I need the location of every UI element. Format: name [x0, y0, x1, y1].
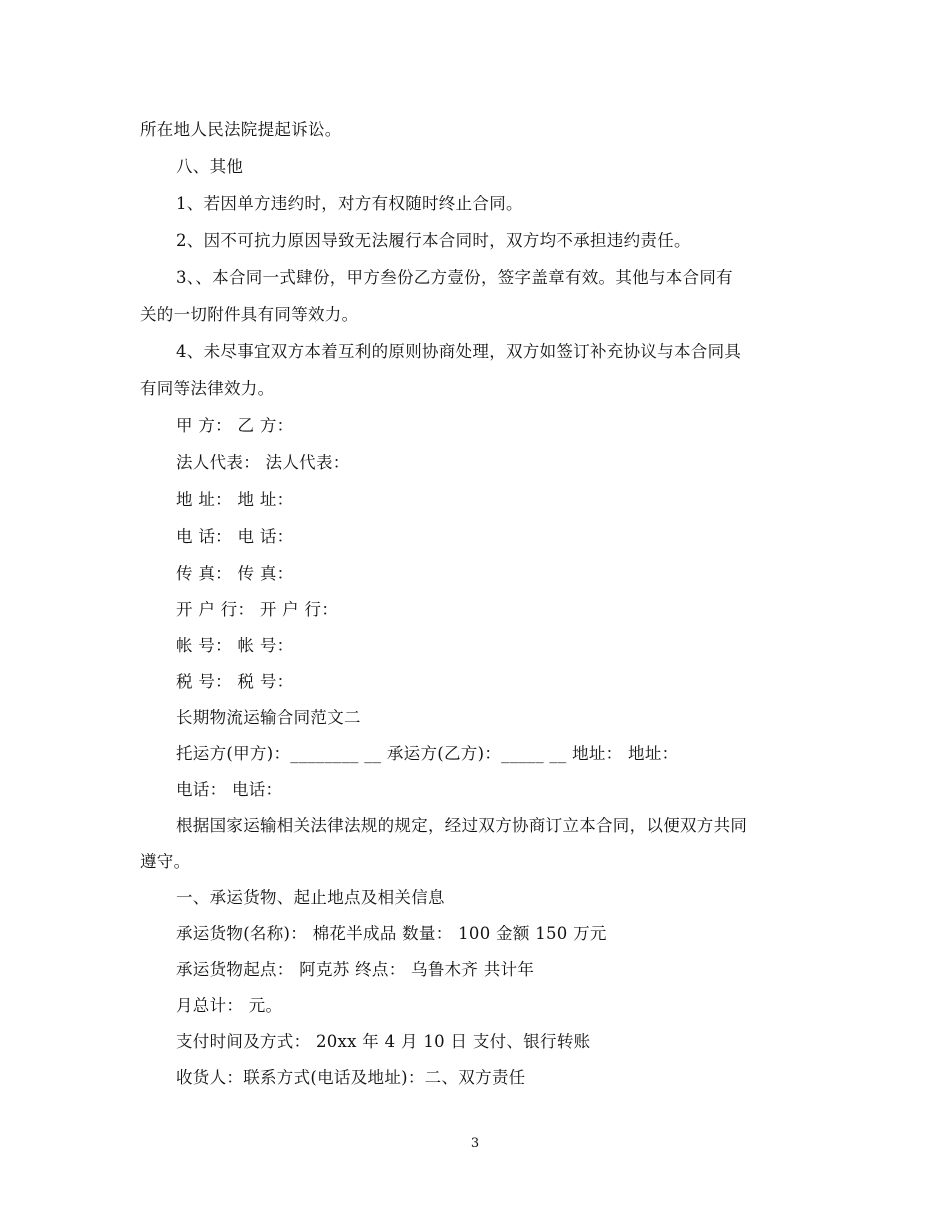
text-line: 遵守。 — [140, 852, 191, 871]
text-line: 3、、本合同一式肆份，甲方叁份乙方壹份，签字盖章有效。其他与本合同有 — [176, 268, 733, 287]
text-line: 承运货物(名称)： 棉花半成品 数量： 100 金额 150 万元 — [176, 924, 607, 943]
text-line: 根据国家运输相关法律法规的规定，经过双方协商订立本合同，以便双方共同 — [176, 816, 748, 835]
signature-field: 传 真： 传 真： — [176, 564, 294, 583]
signature-field: 电 话： 电 话： — [176, 527, 294, 546]
text-line: 所在地人民法院提起诉讼。 — [140, 120, 342, 139]
document-title: 长期物流运输合同范文二 — [176, 708, 361, 727]
text-line: 承运货物起点： 阿克苏 终点： 乌鲁木齐 共计年 — [176, 960, 535, 979]
signature-field: 帐 号： 帐 号： — [176, 636, 294, 655]
text-line: 支付时间及方式： 20xx 年 4 月 10 日 支付、银行转账 — [176, 1032, 591, 1051]
party-info-line: 电话： 电话： — [176, 780, 283, 799]
signature-field: 地 址： 地 址： — [176, 490, 294, 509]
text-line: 有同等法律效力。 — [140, 379, 275, 398]
text-line: 4、未尽事宜双方本着互利的原则协商处理，双方如签订补充协议与本合同具 — [176, 342, 742, 361]
page-number: 3 — [470, 1136, 480, 1151]
signature-field: 税 号： 税 号： — [176, 672, 294, 691]
section-heading: 八、其他 — [176, 157, 244, 176]
party-info-line: 托运方(甲方)：________ __ 承运方(乙方)：_____ __ 地址： 地址： — [176, 744, 679, 763]
signature-field: 开 户 行： 开 户 行： — [176, 600, 339, 619]
section-heading: 一、承运货物、起止地点及相关信息 — [176, 888, 445, 907]
signature-field: 甲 方： 乙 方： — [176, 416, 294, 435]
text-line: 2、因不可抗力原因导致无法履行本合同时，双方均不承担违约责任。 — [176, 231, 691, 250]
text-line: 月总计： 元。 — [176, 996, 283, 1015]
signature-field: 法人代表： 法人代表： — [176, 453, 350, 472]
text-line: 1、若因单方违约时，对方有权随时终止合同。 — [176, 194, 523, 213]
text-line: 收货人：联系方式(电话及地址)：二、双方责任 — [176, 1068, 526, 1087]
text-line: 关的一切附件具有同等效力。 — [140, 305, 359, 324]
